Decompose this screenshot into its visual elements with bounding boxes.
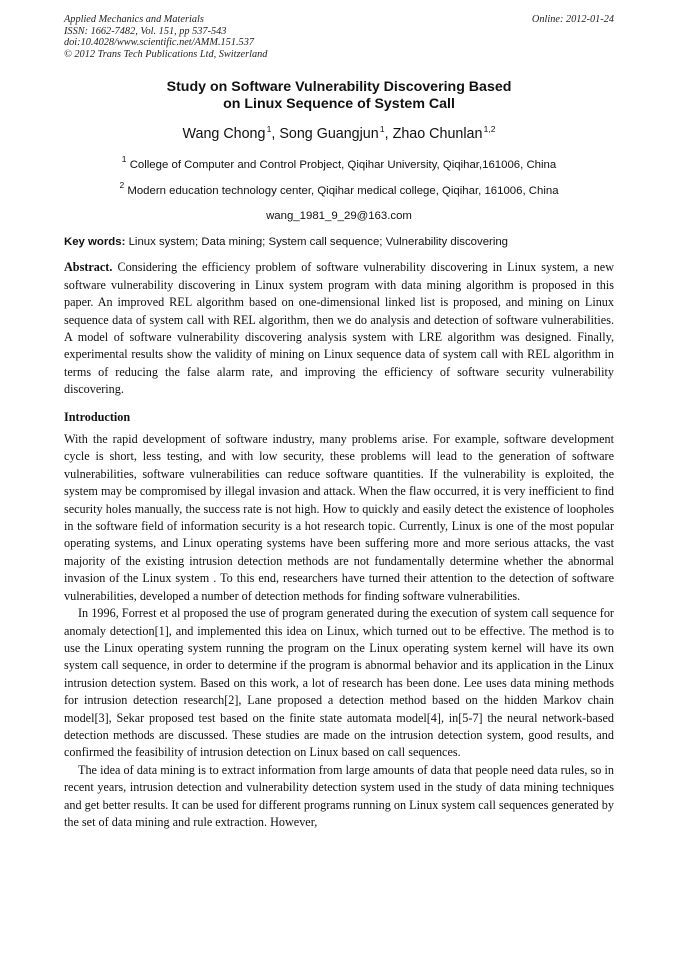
title-line-1: Study on Software Vulnerability Discovering Based: [166, 79, 512, 96]
affiliation-2: [64, 180, 614, 198]
body-paragraph: With the rapid development of software industry, many problems arise. For example, software development cycle is short, less testing, and with low security, these problems will lead to the generation of software vulnerabilities, software vulnerabilities can reduce software quantities. If the vulnerability is exploited, the system may be compromised by illegal invasion and attack. When the flaw occurred, it is very inefficient to find security holes manually, the success rate is not high. How to quickly and easily detect the existence of loopholes in the software field of information security is a hot research topic. Currently, Linux is one of the most popular operating systems, and Linux operating systems have been suffering more and more serious attacks, the vast majority of the existing intrusion detection methods are not fundamentally determine whether the abnormal invasion of the Linux system . To this end, researchers have turned their attention to the detection of software vulnerabilities, developed a number of detection methods for finding software vulnerabilities.: [64, 432, 614, 603]
author-affiliation-sup: 1: [379, 124, 385, 135]
body-paragraph: The idea of data mining is to extract information from large amounts of data that people need data rules, so in recent years, intrusion detection and vulnerability detection system used in the study of data mining techniques and get better results. It can be used for different programs running on Linux system call sequences generated by the set of data mining and rule extraction. However,: [64, 762, 614, 829]
affiliation-1: [64, 154, 614, 172]
journal-header: [64, 14, 614, 60]
abstract: [64, 259, 614, 398]
affiliation-text: College of Computer and Control Probject, Qiqihar University, Qiqihar,161006, China: [129, 159, 557, 172]
keywords-text: Linux system; Data mining; System call sequence; Vulnerability discovering: [128, 236, 509, 249]
author-name: Wang Chong: [182, 126, 266, 143]
body-paragraph: In 1996, Forrest et al proposed the use of program generated during the execution of system call sequence for anomaly detection[1], and implemented this idea on Linux, which turned out to be effective. The method is to use the Linux operating system running the program on the Linux operating system kernel will have its own system call sequence, in order to determine if the program is abnormal behavior and its application in the Linux intrusion detection system. Based on this work, a lot of research has been done. Lee uses data mining methods for intrusion detection research[2], Lane proposed a detection method based on the hidden Markov chain model[3], Sekar proposed test based on the finite state automata model[4], in[5-7] the neural network-based detection methods are discussed. These studies are made on the intrusion detection system, good results, and confirmed the feasibility of intrusion detection on Linux based on call sequences.: [64, 606, 614, 760]
title-line-2: on Linux Sequence of System Call: [223, 96, 455, 113]
paper-title: [64, 79, 614, 113]
author-affiliation-sup: 1,2: [483, 124, 496, 135]
author-affiliation-sup: 1: [266, 124, 272, 135]
paper-page: [64, 14, 614, 831]
section-heading-introduction: Introduction: [64, 409, 131, 424]
abstract-text: Considering the efficiency problem of software vulnerability discovering in Linux system, a new software vulnerability discovering in Linux system program with data mining algorithm is proposed in this paper. An improved REL algorithm based on one-dimensional linked list is proposed, and mining on Linux sequence data of system call with REL algorithm, then we do analysis and detection of software vulnerabilities. A model of software vulnerability discovering analysis system with LRE algorithm was designed. Finally, experimental results show the validity of mining on Linux sequence data of system call with REL algorithm in terms of reducing the false alarm rate, and improving the efficiency of software security vulnerability discovering.: [64, 260, 614, 397]
copyright-line: © 2012 Trans Tech Publications Ltd, Switzerland: [64, 48, 268, 60]
journal-name: Applied Mechanics and Materials: [64, 14, 204, 25]
author-name: Zhao Chunlan: [392, 126, 483, 143]
affiliation-sup: 1: [121, 154, 127, 165]
affiliation-sup: 2: [119, 180, 125, 191]
affiliation-text: Modern education technology center, Qiqihar medical college, Qiqihar, 161006, China: [127, 185, 559, 198]
abstract-label: Abstract.: [64, 260, 113, 275]
author-list: Wang Chong $^1$, Song Guangjun $^1$, Zhao Chunlan $^{1,2}$: [182, 124, 496, 143]
author-email: wang_1981_9_29@163.com: [266, 210, 412, 223]
author-name: Song Guangjun: [279, 126, 379, 143]
online-date: Online: 2012-01-24: [531, 14, 614, 25]
keywords: [64, 235, 614, 249]
issn-line: ISSN: 1662-7482, Vol. 151, pp 537-543: [64, 25, 227, 37]
doi-line: doi:10.4028/www.scientific.net/AMM.151.537: [64, 37, 254, 49]
keywords-label: Key words:: [64, 236, 126, 249]
